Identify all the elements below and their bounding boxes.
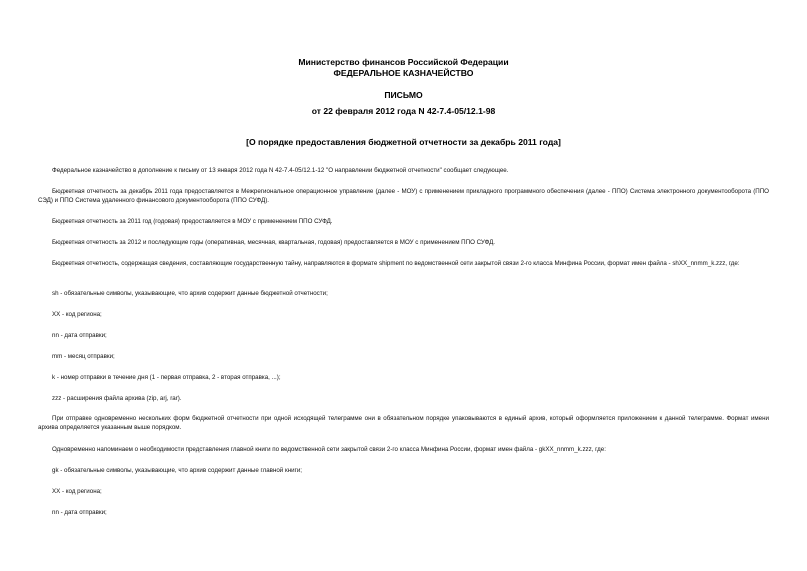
paragraph-single-archive: При отправке одновременно нескольких форм бюджетной отчетности при одной исходящей телеграмме они в обязательном порядке упаковываются в единый архив, который оформляется приложением к данной телеграмме. Формат имени архива определяется указанным выше порядком. (38, 415, 769, 431)
list-item-send-date-2: nn - дата отправки; (52, 509, 107, 516)
document-type: ПИСЬМО (384, 90, 423, 100)
paragraph-december-report: Бюджетная отчетность за декабрь 2011 года предоставляется в Межрегиональное операционное управление (далее - МОУ) с применением прикладного программного обеспечения (далее - ППО) Система электронного документооборота (ППО СЭД) и ППО Система удаленного финансового документооборота (ППО СУФД). (38, 188, 769, 204)
agency-name: ФЕДЕРАЛЬНОЕ КАЗНАЧЕЙСТВО (333, 68, 474, 78)
paragraph-annual-2011: Бюджетная отчетность за 2011 год (годовая) предоставляется в МОУ с применением ППО СУФД. (52, 218, 333, 225)
list-item-send-date: nn - дата отправки; (52, 332, 107, 339)
list-item-sh: sh - обязательные символы, указывающие, что архив содержит данные бюджетной отчетности; (52, 290, 328, 297)
document-date-number: от 22 февраля 2012 года N 42-7.4-05/12.1-98 (311, 106, 496, 116)
list-item-send-month: mm - месяц отправки; (52, 353, 115, 360)
list-item-gk: gk - обязательные символы, указывающие, что архив содержит данные главной книги; (52, 467, 302, 474)
document-title: [О порядке предоставления бюджетной отчетности за декабрь 2011 года] (246, 137, 561, 147)
paragraph-secret-format: Бюджетная отчетность, содержащая сведения, составляющие государственную тайну, направляются в формате shipment по ведомственной сети закрытой связи 2-го класса Минфина России, формат имен файла - shXX_nnmm_k.zzz, где: (52, 260, 740, 267)
list-item-archive-extension: zzz - расширения файла архива (zip, arj, rar). (52, 395, 182, 402)
paragraph-general-ledger: Одновременно напоминаем о необходимости представления главной книги по ведомственной сети закрытой связи 2-го класса Минфина России, формат имен файла - gkXX_nnmm_k.zzz, где: (52, 446, 606, 453)
paragraph-2012-onwards: Бюджетная отчетность за 2012 и последующие годы (оперативная, месячная, квартальная, годовая) предоставляется в МОУ с применением ППО СУФД. (52, 239, 496, 246)
list-item-region-code: XX - код региона; (52, 311, 102, 318)
paragraph-intro: Федеральное казначейство в дополнение к письму от 13 января 2012 года N 42-7.4-05/12.1-12 "О направлении бюджетной отчетности" сообщает следующее. (52, 167, 509, 174)
list-item-region-code-2: XX - код региона; (52, 488, 102, 495)
ministry-name: Министерство финансов Российской Федерации (298, 57, 509, 67)
list-item-send-number: k - номер отправки в течение дня (1 - первая отправка, 2 - вторая отправка, ...); (52, 374, 281, 381)
